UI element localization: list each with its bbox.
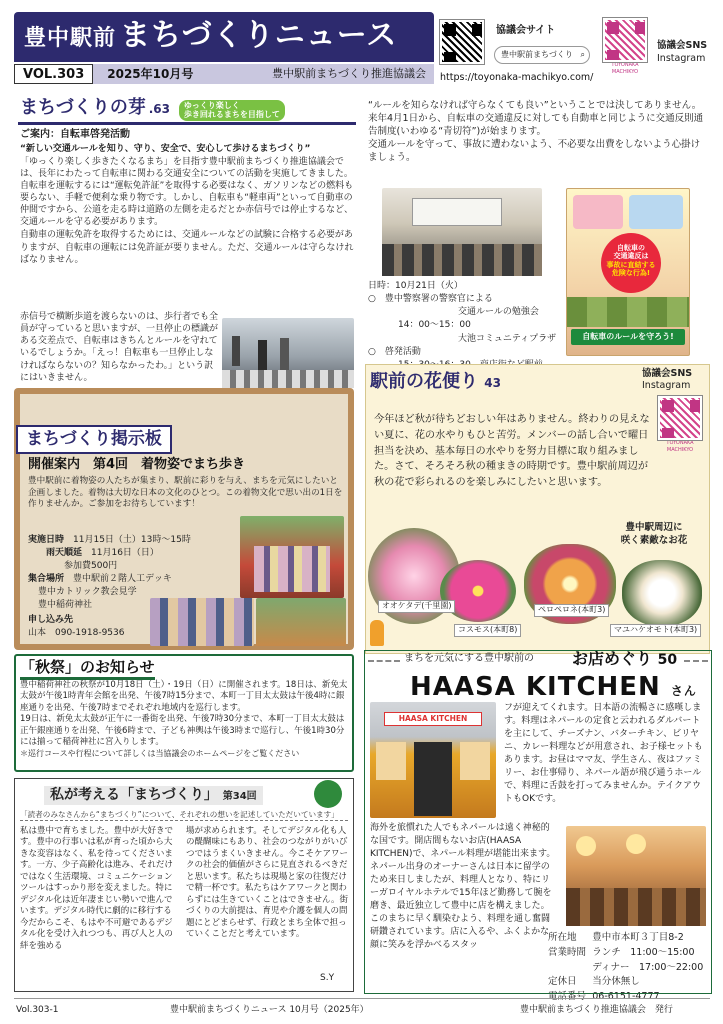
masthead-banner [14, 12, 434, 62]
shop-sign: HAASA KITCHEN [384, 712, 482, 726]
shop-info-value: 当分休無し [592, 976, 640, 988]
essay-author: S.Y [320, 973, 335, 983]
board-visit-1: 豊中カトリック教会見学 [38, 587, 137, 598]
autumn-paragraph-1: 豊中稲荷神社の秋祭が10月18日（土）・19日（日）に開催されます。18日は、新免太太鼓が午後1時青年会館を出発、午後7時15分まで、本町一丁目太太鼓は午後4時に銀座通りを出発、午後7時までそれぞれ地域内を巡行します。 [20, 680, 348, 713]
shop-pre: まちを元気にする豊中駅前の [404, 653, 534, 664]
site-label: 協議会サイト [496, 25, 556, 36]
shop-info-value: 06-6151-4777 [592, 991, 660, 1003]
shop-text-2: 海外を旅慣れた人でもネパールは遠く神秘的な国です。開店間もないお店(HAASA KITCHEN)で、ネパール料理が堪能出来ます。ネパール出身のオーナーさんは日本に留学のため来日しましたが、料理人となり、特にリーガロイヤルホテルで15年ほど勤務して腕を磨き、最近独立して豊中に店を構えました。このまちに早く馴染むよう、料理を通し奮闘研鑽されています。店に入るや、ふくよかな顔に笑みを浮かべるスタッ [370, 823, 556, 951]
shop-info-value: 豊中市本町３丁目8-2 [592, 932, 684, 943]
essay-left-column: 私は豊中で育ちました。豊中が大好きです。豊中の行事いは私が育った頃から大きな変容はなく、私を待ってくださいます。一方、少子高齢化は進み、それだけではなく生活環境、コミュニケーションツールはすっかり形を変えました。特にデジタル化は近年凄まじい勢いで進んでいます。デジタル時代に劇的に移行する今だからこそ、もはや不可避であるデジタル化を受け入れつつも、再び人と人の絆を強める [20, 826, 174, 951]
sprout-lead: “新しい交通ルールを知り、守り、安全で、安心して歩けるまちづくり” [20, 143, 311, 154]
shop-info-label: 営業時間 [548, 946, 587, 958]
leaf-badge-icon [314, 780, 342, 808]
site-search-box[interactable] [494, 46, 590, 64]
sprout-right-paragraph-1: “ルールを知らなければ守らなくても良い”ということでは決してありません。来年4月1日から、自転車の交通違反に対しても自動車と同じように交通反則通告制度(いわゆる“青切符”)が始まります。 [368, 100, 704, 137]
issue-volume: VOL.303 [14, 64, 93, 84]
sprout-subtitle: ご案内：自転車啓発活動 [20, 129, 130, 140]
flower-sns-qr[interactable] [656, 396, 704, 454]
flower-caption-3: ペロペロネ(本町3) [534, 604, 609, 617]
schedule-event-1-time: 14：00～15：00 [398, 320, 471, 331]
shop-info-row [546, 962, 706, 975]
kimono-group-photo [150, 598, 254, 646]
shop-info-value: ディナー 17:00～22:00 [592, 961, 704, 973]
sprout-right-paragraph-2: 交通ルールを守って、事故に遭わないよう、不必要な出費をしないよう心掛けましょう。 [368, 139, 701, 164]
shop-info-label: 定休日 [548, 976, 577, 988]
divider [18, 122, 356, 125]
sns-qr-brand: TOYONAKA MACHIKYO [611, 62, 639, 75]
autumn-title: 「秋祭」のお知らせ [20, 657, 155, 680]
shop-name: HAASA KITCHEN [410, 672, 661, 702]
footer-right: 豊中駅前まちづくり推進協議会 発行 [520, 1005, 673, 1015]
site-qr-code[interactable] [440, 20, 488, 68]
footer-divider [14, 998, 710, 999]
seminar-photo [382, 188, 542, 276]
issue-date: 2025年10月号 [107, 66, 194, 81]
autumn-text [20, 680, 350, 760]
mascot-icon [370, 620, 384, 646]
shop-series-block [572, 648, 677, 670]
board-title: まちづくり掲示板 [16, 425, 172, 454]
sns-label: 協議会SNS [657, 40, 708, 51]
sprout-right-text [368, 100, 708, 166]
street-crossing-photo [222, 318, 354, 388]
board-event-title: 開催案内 第4回 着物姿でまち歩き [28, 457, 246, 472]
footer-center: 豊中駅前まちづくりニュース 10月号（2025年） [170, 1005, 369, 1015]
shop-info-row [546, 947, 706, 960]
poster-warning-bubble [601, 233, 661, 293]
search-icon: ⌕ [580, 50, 585, 59]
site-search-text: 豊中駅前まちづくり [501, 50, 573, 59]
essay-right-column: 場が求められます。そしてデジタル化も人の醍醐味にもあり、社会のつながりがいびつではうまくいきません。今こそケアワークの社会的価値がさらに見直されるべきだと思います。私たちは現場と家の往復だけで精一杯です。私たちはケアワークと関わらずには生きていくことはできません。街づくりの大前提は、育児や介護を個人の問題にとどまらせず、行政とまち全体で担っていくことだと考えています。 [186, 826, 349, 940]
board-meet-value: 豊中駅前２階人工デッキ [73, 574, 172, 585]
masthead [14, 12, 434, 84]
shop-info-label [546, 962, 588, 975]
publisher-name: 豊中駅前まちづくり推進協議会 [272, 66, 426, 80]
masthead-bar [14, 64, 434, 84]
shop-storefront-photo [370, 702, 496, 818]
poster-bubble-line-1: 自転車の [617, 244, 645, 252]
footer-left: Vol.303-1 [16, 1005, 59, 1015]
flower-callout-2: 咲く素敵なお花 [620, 534, 688, 546]
shop-text-1: フが迎えてくれます。日本語の流暢さに感嘆します。料理はネパールの定食と云われるダルバートを主にして、チーズナン、バターチキン、ビリヤニ、カレー料理などが用意され、お子様セットもあります。お昼はママ友、学生さん、夜はファミリー、お仕事帰り、ネパール語が飛び通うホールで、料理に舌鼓を打ってみませんか。テイクアウトもOKです。 [504, 703, 703, 805]
sprout-body [20, 128, 358, 267]
bicycle-rules-poster [566, 188, 690, 356]
masthead-title-small: 豊中駅前 [24, 26, 117, 51]
shop-suffix: さん [670, 684, 697, 698]
flower-title: 駅前の花便り [370, 371, 478, 392]
shop-name-block [410, 670, 697, 705]
flower-caption-4: マユハケオモト(本町3) [610, 624, 701, 637]
flower-text: 今年ほど秋が待ちどおしい年はありません。終わりの見えない夏に、花の水やりもひと苦労。メンバーの話し合いで曜日担当を決め、基本毎日の水やりを努力目標に取り組みました。さて、そろそろ秋の種まきの時期です。豊中駅前周辺が秋の花で彩られるのを楽しみにしたいと思います。 [374, 414, 650, 489]
shop-info-value: ランチ 11:00～15:00 [592, 946, 695, 958]
schedule-event-1-detail: 交通ルールの勉強会 [458, 307, 539, 318]
shop-number: 50 [657, 652, 678, 668]
divider [684, 660, 708, 662]
flower-sns-qr-brand: TOYONAKA MACHIKYO [666, 440, 694, 453]
shop-info-table [544, 930, 708, 1006]
masthead-title [24, 16, 397, 57]
sprout-number: .63 [148, 102, 170, 116]
kimono-shrine-photo [240, 516, 344, 598]
essay-intro: 「読者のみなさんから“まちづくり”について、それぞれの想いを記述していただいています」 [20, 810, 348, 821]
poster-banner: 自転車のルールを守ろう! [571, 329, 685, 345]
board-fee: 参加費500円 [64, 561, 118, 572]
sprout-title: まちづくりの芽 [20, 97, 146, 118]
flower-callout [608, 522, 700, 548]
poster-bubble-line-3: 事故に直結する [606, 260, 656, 269]
poster-bubble-line-2: 交通違反は [613, 252, 649, 261]
sprout-tagline-1: ゆっくり楽しく [183, 100, 240, 110]
poster-bubble-line-4: 危険な行為! [611, 269, 651, 278]
board-date-value: 11月15日（土）13時～15時 [73, 535, 191, 545]
shop-info-row [546, 932, 706, 945]
masthead-title-big: まちづくりニュース [120, 18, 398, 53]
flower-caption-2: コスモス(本町8) [454, 624, 521, 637]
site-url[interactable]: https://toyonaka-machikyo.com/ [440, 72, 594, 83]
flower-sns-sub: Instagram [642, 380, 691, 391]
flower-callout-1: 豊中駅周辺に [625, 522, 683, 533]
autumn-paragraph-2: 19日は、新免太太鼓が正午に一番街を出発、午後7時30分まで、本町一丁目太太鼓は正午銀座通りを出発、午後6時まで、子ども神輿は午後3時まで巡行し、午後1時30分には揃って稲荷神社に宮入りします。 [20, 714, 345, 748]
flower-title-block [370, 370, 501, 394]
board-intro: 豊中駅前に着物姿の人たちが集まり、駅前に彩りを与え、まちを元気にしたいと企画しました。着物は大切な日本の文化のひとつ。この着物文化で思い出の1日を作りませんか。ご参加をお待ちしています！ [28, 476, 343, 510]
board-apply-value: 山本 090-1918-9536 [28, 628, 125, 639]
board-date-label: 実施日時 [28, 535, 65, 545]
sprout-paragraph-1: 「ゆっくり楽しく歩きたくなるまち」を目指す豊中駅前まちづくり推進協議会では、長年にわたって自転車に関わる交通安全についての活動を実施してきました。自転車を運転するには“運転免許証”を取得する必要はなく、ガソリンなどの燃料も要らない、手軽で便利な乗り物です。しかし、自転車も“軽車両”といって自動車の仲間ですから、公道を走る時は道路の左側を走るだとか赤信号では停止するなど、交通ルールを守る必要があります。 [20, 156, 354, 228]
schedule-event-1-place: 大池コミュニティプラザ [458, 333, 557, 344]
sprout-paragraph-2: 自動車の運転免許を取得するためには、交通ルールなどの試験に合格する必要がありますが、自転車の運転には免許証が要りません。ただ、交通ルールは守らなければなりません。 [20, 230, 354, 265]
shop-info-label: 電話番号 [548, 991, 587, 1003]
board-meet-label: 集合場所 [28, 574, 65, 585]
kimono-procession-photo [256, 598, 346, 646]
autumn-note: ＊巡行コースや行程について詳しくは当協議会のホームページをご覧ください [20, 748, 300, 758]
flower-photo-mayuhake [622, 560, 702, 626]
sns-qr-block[interactable] [598, 18, 652, 74]
flower-caption-1: オオケタデ(千里園) [378, 600, 455, 613]
shop-info-row [546, 976, 706, 989]
sprout-tagline-2: 歩き回れるまちを目指して [183, 109, 280, 119]
shop-interior-photo [566, 826, 706, 926]
board-rain-label: 雨天順延 [46, 548, 83, 559]
schedule-date: 日時：10月21日（火） [368, 281, 463, 291]
essay-number: 第34回 [222, 791, 257, 802]
sprout-schedule [368, 280, 568, 372]
flower-number: 43 [484, 376, 501, 390]
sprout-tagline [179, 100, 285, 122]
board-visit-2: 豊中稲荷神社 [38, 600, 93, 611]
schedule-event-1: ○ 豊中警察署の警察官による [368, 294, 493, 305]
schedule-event-2: ○ 啓発活動 [368, 346, 421, 357]
sns-sub: Instagram [657, 53, 706, 64]
shop-series: お店めぐり [572, 649, 653, 668]
essay-title: 私が考える「まちづくり」 [50, 787, 218, 803]
sprout-header [20, 96, 360, 121]
sprout-paragraph-3: 赤信号で横断歩道を渡らないのは、歩行者でも全員が守っていると思いますが、一旦停止の標識がある交差点で、自転車はきちんとルールを守れているでしょうか。「えっ！自転車も一旦停止しなければならないの？知らなかったわ。」という訳にはいきません。 [20, 312, 219, 383]
board-apply-label: 申し込み先 [28, 615, 74, 626]
flower-sns-label: 協議会SNS [642, 368, 693, 379]
shop-info-label: 所在地 [548, 932, 577, 943]
essay-title-block [44, 786, 263, 805]
board-rain-value: 11月16日（日） [91, 548, 159, 559]
divider [368, 660, 400, 662]
